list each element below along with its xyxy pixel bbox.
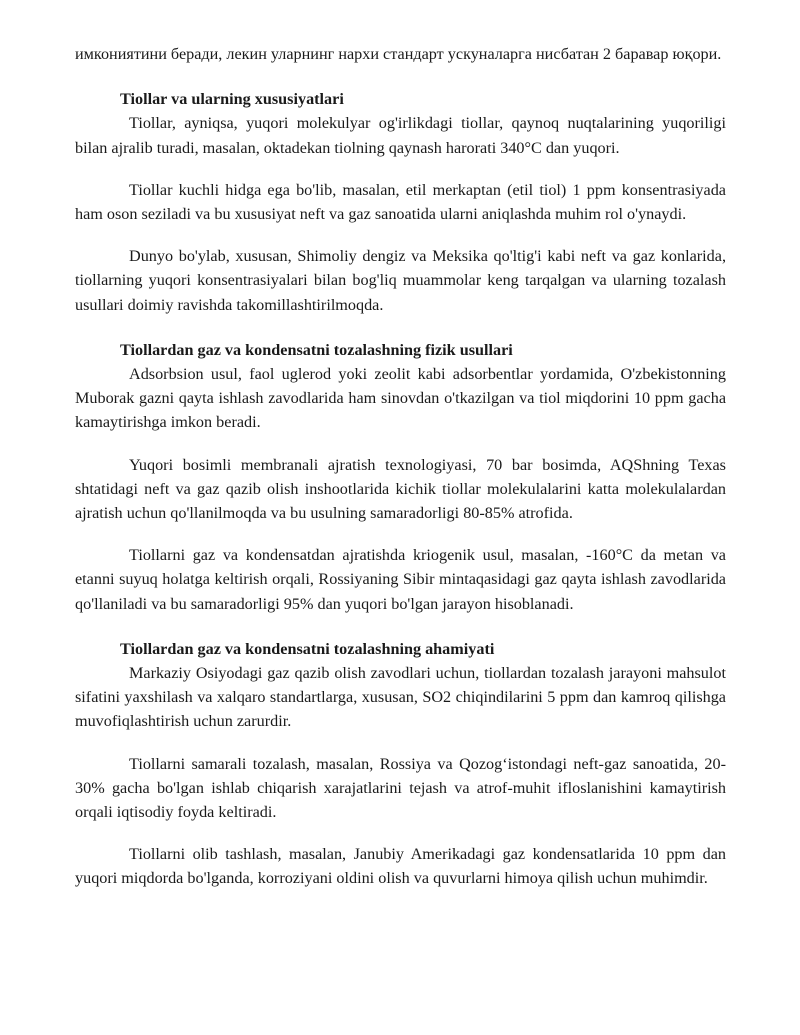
spacer: [75, 824, 726, 842]
paragraph: Yuqori bosimli membranali ajratish texnologiyasi, 70 bar bosimda, AQShning Texas shtatidagi neft va gaz qazib olish inshootlarida kichik tiollar molekulalarini katta molekulalardan ajratish uchun qo'llanilmoqda va bu usulning samaradorligi 80-85% atrofida.: [75, 455, 726, 523]
section-heading-importance: Tiollardan gaz va kondensatni tozalashning ahamiyati: [120, 639, 495, 658]
spacer: [75, 66, 726, 87]
paragraph: Tiollar, ayniqsa, yuqori molekulyar og'irlikdagi tiollar, qaynoq nuqtalarining yuqoriligi bilan ajralib turadi, masalan, oktadekan tiolning qaynash harorati 340°C dan yuqori.: [75, 114, 726, 157]
section-heading-physical-methods: Tiollardan gaz va kondensatni tozalashning fizik usullari: [120, 340, 513, 359]
spacer: [75, 525, 726, 543]
section-heading-thiols-properties: Tiollar va ularning xususiyatlari: [120, 90, 344, 109]
spacer: [75, 317, 726, 338]
paragraph: Tiollarni olib tashlash, masalan, Janubiy Amerikadagi gaz kondensatlarida 10 ppm dan yuqori miqdorda bo'lganda, korroziyani oldini olish va quvurlarni himoya qilish uchun muhimdir.: [75, 845, 726, 888]
spacer: [75, 160, 726, 178]
spacer: [75, 226, 726, 244]
paragraph: Tiollarni samarali tozalash, masalan, Rossiya va Qozog‘istondagi neft-gaz sanoatida, 20-30% gacha bo'lgan ishlab chiqarish xarajatlarini tejash va atrof-muhit ifloslanishini kamaytirish orqali iqtisodiy foyda keltiradi.: [75, 754, 726, 822]
paragraph: Adsorbsion usul, faol uglerod yoki zeolit kabi adsorbentlar yordamida, O'zbekistonning Muborak gazni qayta ishlash zavodlarida ham sinovdan o'tkazilgan va tiol miqdorini 10 ppm gacha kamaytirishga imkon beradi.: [75, 365, 726, 432]
paragraph: Dunyo bo'ylab, xususan, Shimoliy dengiz va Meksika qo'ltig'i kabi neft va gaz konlarida, tiollarning yuqori konsentrasiyalari bilan bog'liq muammolar keng tarqalgan va ularning tozalash usullari doimiy ravishda takomillashtirilmoqda.: [75, 247, 726, 314]
spacer: [75, 616, 726, 637]
document-page: [75, 42, 726, 891]
paragraph: Markaziy Osiyodagi gaz qazib olish zavodlari uchun, tiollardan tozalash jarayoni mahsulot sifatini yaxshilash va xalqaro standartlarga, xususan, SO2 chiqindilarini 5 ppm dan kamroq qilishga muvofiqlashtirish uchun zarurdir.: [75, 664, 726, 731]
paragraph: Tiollarni gaz va kondensatdan ajratishda kriogenik usul, masalan, -160°C da metan va etanni suyuq holatga keltirish orqali, Rossiyaning Sibir mintaqasidagi gaz qayta ishlash zavodlarida qo'llaniladi va bu samaradorligi 95% dan yuqori bo'lgan jarayon hisoblanadi.: [75, 546, 726, 613]
paragraph: Tiollar kuchli hidga ega bo'lib, masalan, etil merkaptan (etil tiol) 1 ppm konsentrasiyada ham oson seziladi va bu xususiyat neft va gaz sanoatida ularni aniqlashda muhim rol o'ynaydi.: [75, 180, 726, 224]
spacer: [75, 435, 726, 453]
paragraph-continued: имкониятини беради, лекин уларнинг нархи стандарт ускуналарга нисбатан 2 баравар юқори.: [75, 45, 722, 63]
spacer: [75, 734, 726, 752]
